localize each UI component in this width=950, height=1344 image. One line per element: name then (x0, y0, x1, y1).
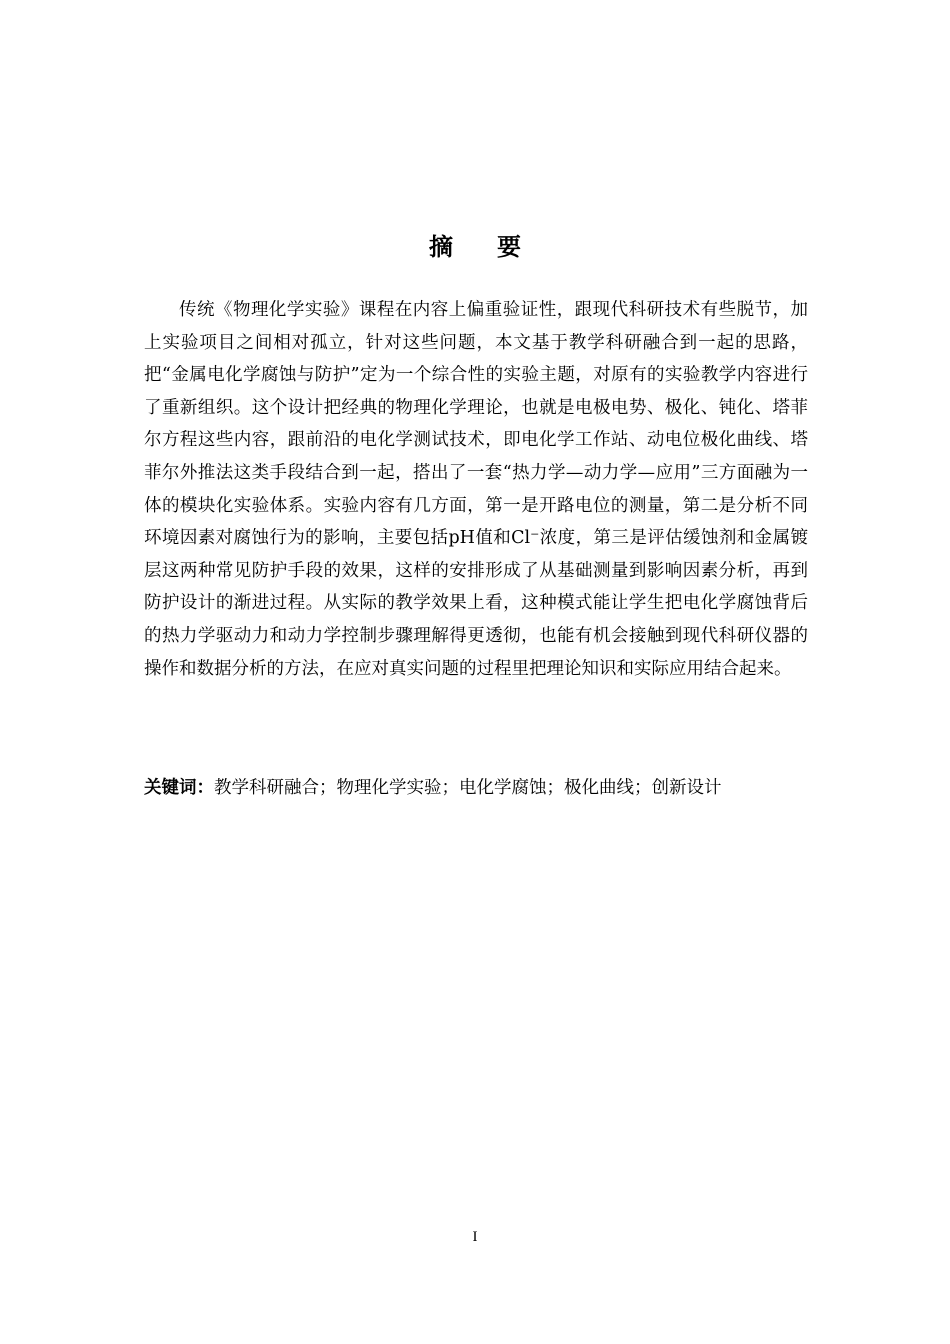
keywords-value: 教学科研融合；物理化学实验；电化学腐蚀；极化曲线；创新设计 (214, 778, 722, 798)
page-title: 摘要 (429, 233, 565, 261)
page-number: I (472, 1229, 478, 1245)
abstract-paragraph: 传统《物理化学实验》课程在内容上偏重验证性，跟现代科研技术有些脱节，加上实验项目之间相对孤立，针对这些问题，本文基于教学科研融合到一起的思路，把“金属电化学腐蚀与防护”定为一个综合性的实验主题，对原有的实验教学内容进行了重新组织。这个设计把经典的物理化学理论，也就是电极电势、极化、钝化、塔菲尔方程这些内容，跟前沿的电化学测试技术，即电化学工作站、动电位极化曲线、塔菲尔外推法这类手段结合到一起，搭出了一套“热力学—动力学—应用”三方面融为一体的模块化实验体系。实验内容有几方面，第一是开路电位的测量，第二是分析不同环境因素对腐蚀行为的影响，主要包括pH值和Cl⁻浓度，第三是评估缓蚀剂和金属镀层这两种常见防护手段的效果，这样的安排形成了从基础测量到影响因素分析，再到防护设计的渐进过程。从实际的教学效果上看，这种模式能让学生把电化学腐蚀背后的热力学驱动力和动力学控制步骤理解得更透彻，也能有机会接触到现代科研仪器的操作和数据分析的方法，在应对真实问题的过程里把理论知识和实际应用结合起来。 (144, 300, 808, 679)
keywords-label: 关键词： (144, 778, 214, 798)
keywords-line (144, 772, 808, 804)
